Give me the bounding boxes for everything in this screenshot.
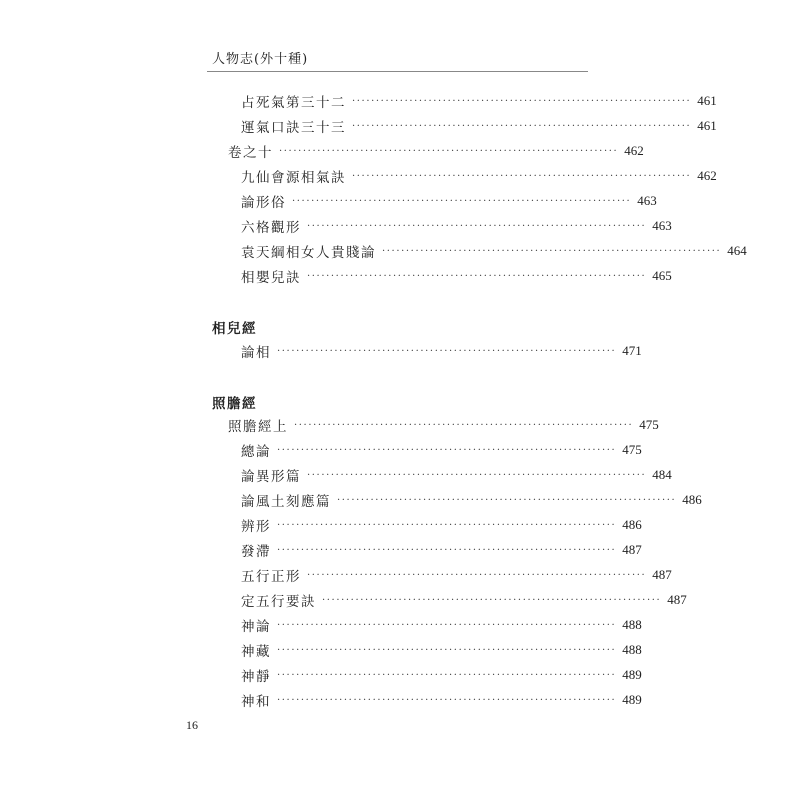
- section-title: 相兒經: [212, 321, 257, 337]
- toc-entry-page: 484: [652, 467, 672, 482]
- toc-entry[interactable]: [241, 166, 717, 186]
- toc-entry[interactable]: [241, 515, 642, 535]
- toc-entry-label: 神和: [241, 694, 271, 710]
- toc-entry-label: 神藏: [241, 644, 271, 660]
- toc-entry-label: 五行正形: [241, 569, 301, 585]
- toc-entry-page: 486: [682, 492, 702, 507]
- toc-entry-page: 475: [622, 442, 642, 457]
- toc-entry[interactable]: [241, 91, 717, 111]
- toc-entry-page: 463: [652, 218, 672, 233]
- toc-entry-page: 488: [622, 617, 642, 632]
- toc-entry[interactable]: [241, 216, 672, 236]
- toc-entry-label: 論形俗: [241, 195, 286, 211]
- toc-entry-label: 卷之十: [228, 145, 273, 161]
- leader-dots: ·······································································: [352, 120, 692, 132]
- leader-dots: ·······································································: [294, 419, 634, 431]
- page-number: 16: [186, 718, 198, 732]
- leader-dots: ·······································································: [382, 245, 722, 257]
- toc-entry[interactable]: [241, 241, 747, 261]
- toc-entry-page: 465: [652, 268, 672, 283]
- toc-entry-label: 運氣口訣三十三: [241, 120, 346, 136]
- leader-dots: ·······································································: [292, 195, 632, 207]
- leader-dots: ·······································································: [352, 95, 692, 107]
- toc-entry-page: 486: [622, 517, 642, 532]
- toc-entry[interactable]: [241, 540, 642, 560]
- toc-entry[interactable]: [241, 615, 642, 635]
- toc-entry-label: 占死氣第三十二: [241, 95, 346, 111]
- toc-entry-label: 定五行要訣: [241, 594, 316, 610]
- toc-entry-label: 神論: [241, 619, 271, 635]
- leader-dots: ·······································································: [277, 669, 617, 681]
- leader-dots: ·······································································: [307, 220, 647, 232]
- toc-entry[interactable]: [228, 415, 659, 435]
- toc-entry[interactable]: [241, 590, 687, 610]
- leader-dots: ·······································································: [277, 644, 617, 656]
- toc-entry-page: 475: [639, 417, 659, 432]
- toc-entry[interactable]: [241, 341, 642, 361]
- toc-entry-page: 461: [697, 118, 717, 133]
- toc-entry[interactable]: [241, 465, 672, 485]
- toc-entry-label: 袁天綱相女人貴賤論: [241, 245, 376, 261]
- toc-entry-page: 489: [622, 692, 642, 707]
- toc-entry-label: 九仙會源相氣訣: [241, 170, 346, 186]
- leader-dots: ·······································································: [337, 494, 677, 506]
- leader-dots: ·······································································: [277, 619, 617, 631]
- toc-entry-label: 論風土刻應篇: [241, 494, 331, 510]
- running-head: 人物志(外十種): [212, 52, 309, 67]
- toc-entry[interactable]: [241, 640, 642, 660]
- toc-entry[interactable]: [241, 191, 657, 211]
- toc-entry-label: 六格觀形: [241, 220, 301, 236]
- toc-entry-page: 487: [652, 567, 672, 582]
- toc-entry[interactable]: [241, 266, 672, 286]
- leader-dots: ·······································································: [277, 345, 617, 357]
- leader-dots: ·······································································: [307, 469, 647, 481]
- toc-entry[interactable]: [241, 440, 642, 460]
- toc-entry-label: 發滯: [241, 544, 271, 560]
- toc-entry[interactable]: [241, 665, 642, 685]
- leader-dots: ·······································································: [307, 569, 647, 581]
- toc-entry-label: 辨形: [241, 519, 271, 535]
- leader-dots: ·······································································: [277, 444, 617, 456]
- toc-entry[interactable]: [241, 116, 717, 136]
- leader-dots: ·······································································: [322, 594, 662, 606]
- leader-dots: ·······································································: [277, 694, 617, 706]
- toc-entry-page: 489: [622, 667, 642, 682]
- leader-dots: ·······································································: [352, 170, 692, 182]
- section-title: 照膽經: [212, 396, 257, 412]
- toc-entry-label: 照膽經上: [228, 419, 288, 435]
- toc-entry-page: 487: [622, 542, 642, 557]
- toc-entry[interactable]: [241, 690, 642, 710]
- toc-entry-page: 471: [622, 343, 642, 358]
- toc-entry-page: 462: [624, 143, 644, 158]
- toc-entry[interactable]: [241, 490, 702, 510]
- header-rule: [207, 71, 588, 72]
- toc-entry[interactable]: [228, 141, 644, 161]
- toc-entry-page: 464: [727, 243, 747, 258]
- toc-entry-page: 488: [622, 642, 642, 657]
- leader-dots: ·······································································: [307, 270, 647, 282]
- toc-entry-label: 總論: [241, 444, 271, 460]
- toc-entry-page: 462: [697, 168, 717, 183]
- toc-entry-page: 461: [697, 93, 717, 108]
- toc-entry-label: 論異形篇: [241, 469, 301, 485]
- toc-entry-label: 相嬰兒訣: [241, 270, 301, 286]
- leader-dots: ·······································································: [279, 145, 619, 157]
- toc-entry-label: 神靜: [241, 669, 271, 685]
- toc-entry-page: 463: [637, 193, 657, 208]
- leader-dots: ·······································································: [277, 544, 617, 556]
- toc-entry-label: 論相: [241, 345, 271, 361]
- toc-entry[interactable]: [241, 565, 672, 585]
- leader-dots: ·······································································: [277, 519, 617, 531]
- toc-entry-page: 487: [667, 592, 687, 607]
